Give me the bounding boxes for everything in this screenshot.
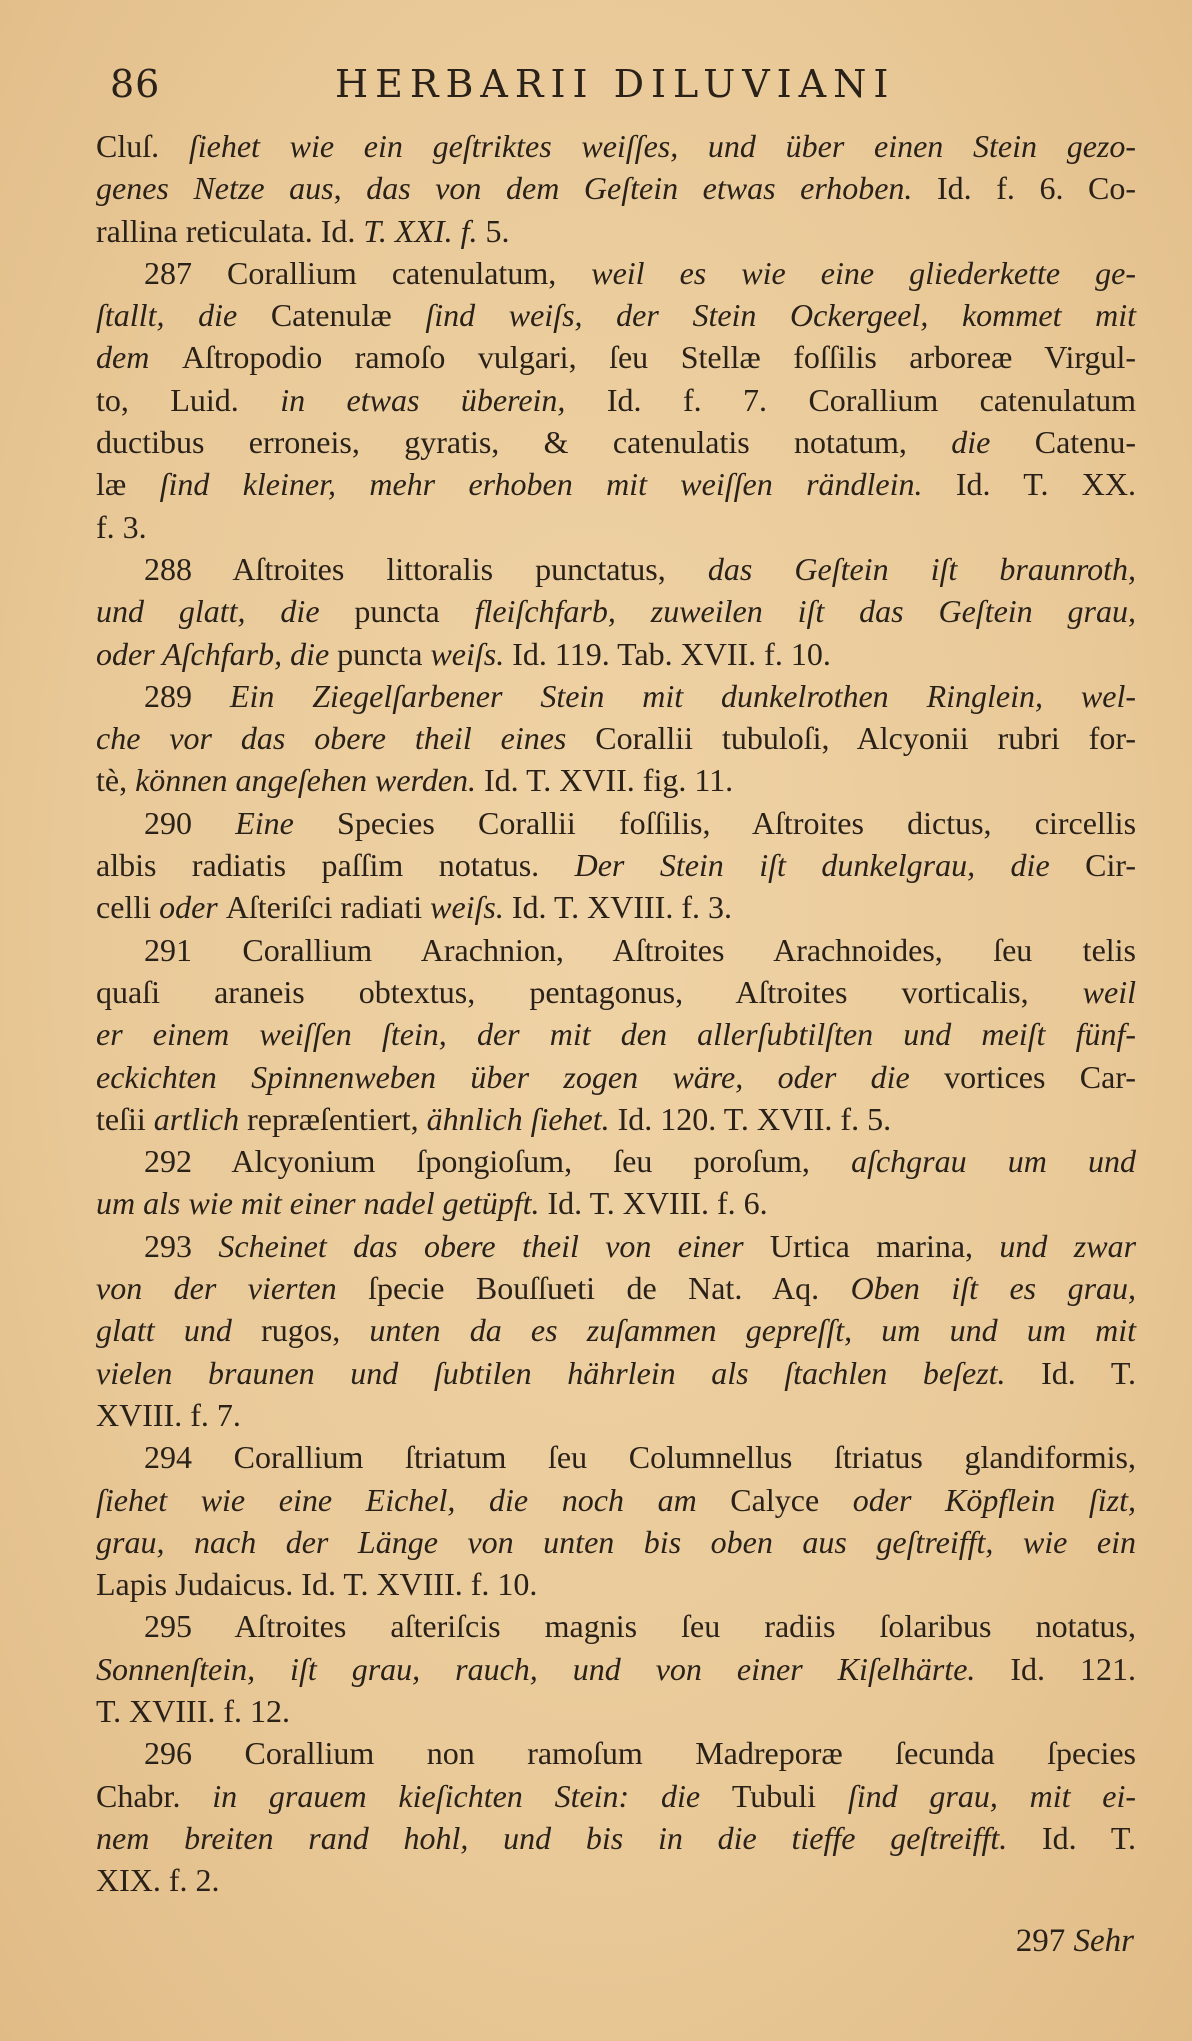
roman-text-segment: celli [96,889,160,926]
text-line [96,1690,1136,1732]
roman-text-segment: Species Corallii foſſilis, Aſtroites dictus, circellis [337,804,1137,841]
roman-text-segment: Catenu- [1034,424,1137,461]
text-line [96,590,1136,632]
roman-text-segment: 295 Aſtroites aſteriſcis magnis ſeu radiis ſolaribus notatus, [144,1608,1136,1645]
text-line [96,210,1136,252]
roman-text-segment: læ [96,466,160,503]
text-line [96,1775,1136,1817]
text-line [96,1352,1136,1394]
roman-text-segment: Id. T. XVII. fig. 11. [476,762,734,799]
text-line [96,125,1136,167]
italic-text-segment: oder Aſchfarb, die [96,635,338,672]
page-number: 86 [110,62,161,106]
roman-text-segment: teſii [96,1100,154,1137]
text-line [96,1140,1136,1182]
italic-text-segment: ſiehet wie ein geſtriktes weiſſes, und über einen Stein gezo- [188,128,1137,164]
roman-text-segment: Aſteriſci radiati [225,889,431,926]
roman-text-segment: 5. [477,212,510,249]
text-line [96,1225,1136,1267]
italic-text-segment: von der vierten [96,1270,369,1307]
roman-text-segment: Id. f. 7. Corallium catenulatum [565,381,1137,418]
text-line [96,336,1136,378]
italic-text-segment: ſind weiſs, der Stein Ockergeel, kommet mit [425,297,1137,334]
roman-text-segment: Lapis Judaicus. Id. T. XVIII. f. 10. [96,1566,538,1603]
running-head: HERBARII DILUVIANI [335,62,896,106]
body-text [96,125,1136,1901]
roman-text-segment: 287 Corallium catenulatum, [144,254,592,291]
roman-text-segment: Id. f. 6. Co- [912,170,1137,207]
italic-text-segment: Netze aus [193,170,334,207]
italic-text-segment: Eine [235,804,338,841]
text-line [96,1309,1136,1351]
roman-text-segment: quaſi araneis obtextus, pentagonus, Aſtroites vorticalis, [96,973,1083,1010]
italic-text-segment: das Geſtein iſt braunroth, [707,550,1137,587]
roman-text-segment: tè, [96,762,136,799]
roman-text-segment: , [333,170,367,207]
text-line [96,548,1136,590]
italic-text-segment: che vor das obere theil eines [96,720,596,757]
catchword [1016,1923,1134,1960]
roman-text-segment: Id. T. [1005,1354,1137,1391]
italic-text-segment: aſchgrau um und [851,1143,1137,1180]
italic-text-segment: genes [96,170,194,207]
text-line [96,294,1136,336]
italic-text-segment: weiſs. [430,635,505,672]
italic-text-segment: Ein Ziegelſarbener Stein mit dunkelrothen Ringlein, wel- [229,677,1137,714]
roman-text-segment: Calyce [730,1481,853,1518]
roman-text-segment: 291 Corallium Arachnion, Aſtroites Arachnoides, ſeu telis [144,931,1136,968]
italic-text-segment: die [951,424,1035,461]
italic-text-segment: in etwas überein, [280,381,566,418]
text-line [96,1479,1136,1521]
italic-text-segment: das von dem Geſtein etwas erhoben. [366,170,913,207]
text-line [96,1267,1136,1309]
roman-text-segment: f. 3. [96,508,147,545]
roman-text-segment: 290 [144,804,236,841]
roman-text-segment: 289 [144,677,230,714]
italic-text-segment: nem breiten rand hohl, und bis in die tieffe geſtreifft. [96,1819,1008,1856]
text-line [96,971,1136,1013]
italic-text-segment: weiſs. [430,889,504,926]
roman-text-segment: Id. T. XVIII. f. 3. [503,889,732,926]
roman-text-segment: Id. T. [1007,1819,1137,1856]
roman-text-segment: Id. 121. [975,1650,1137,1687]
roman-text-segment: ductibus erroneis, gyratis, & catenulatis notatum, [96,424,952,461]
catchword-word: Sehr [1073,1923,1134,1959]
text-line [96,421,1136,463]
roman-text-segment: to, Luid. [96,381,281,418]
italic-text-segment: fleiſchfarb, zuweilen iſt das Geſtein grau, [474,593,1136,630]
roman-text-segment: Id. T. XX. [922,466,1137,503]
italic-text-segment: T. XXI. f. [363,212,478,249]
italic-text-segment: dem [96,339,182,376]
italic-text-segment: er einem weiſſen ſtein, der mit den allerſubtilſten und meiſt fünf- [96,1016,1136,1053]
italic-text-segment: und zwar [999,1227,1137,1264]
text-line [96,1817,1136,1859]
text-line [96,1182,1136,1224]
roman-text-segment: Corallii tubuloſi, Alcyonii rubri for- [595,720,1137,757]
italic-text-segment: unten da es zuſammen gepreſſt, um und um mit [369,1312,1137,1349]
italic-text-segment: artlich [153,1100,248,1137]
text-line [96,844,1136,886]
text-line [96,1563,1136,1605]
text-line [96,675,1136,717]
roman-text-segment: T. XVIII. f. 12. [96,1692,291,1729]
italic-text-segment: weil [1082,973,1136,1010]
text-line [96,1436,1136,1478]
text-line [96,886,1136,928]
roman-text-segment: Chabr. [96,1777,213,1814]
italic-text-segment: eckichten Spinnenweben über zogen wäre, oder die [96,1058,945,1095]
italic-text-segment: können angeſehen werden. [135,762,477,799]
italic-text-segment: grau, nach der Länge von unten bis oben aus geſtreifft, wie ein [96,1523,1136,1560]
italic-text-segment: ähnlich ſiehet. [426,1100,610,1137]
roman-text-segment: Cluſ. [96,128,189,164]
roman-text-segment: vortices Car- [944,1058,1137,1095]
italic-text-segment: weil es wie eine gliederkette ge- [591,254,1136,291]
text-line [96,929,1136,971]
text-line [96,1013,1136,1055]
italic-text-segment: Der Stein iſt dunkelgrau, die [574,847,1086,884]
text-line [96,633,1136,675]
italic-text-segment: um als wie mit einer nadel getüpft. [96,1185,540,1222]
roman-text-segment: Aſtropodio ramoſo vulgari, ſeu Stellæ foſſilis arboreæ Virgul- [181,339,1137,376]
roman-text-segment: Urtica marina, [769,1227,1000,1264]
text-line [96,379,1136,421]
roman-text-segment: puncta [354,593,475,630]
italic-text-segment: glatt und [96,1312,262,1349]
roman-text-segment: XVIII. f. 7. [96,1396,241,1433]
text-line [96,759,1136,801]
italic-text-segment: ſtallt, die [96,297,271,334]
roman-text-segment: Id. 120. T. XVII. f. 5. [609,1100,892,1137]
roman-text-segment: 288 Aſtroites littoralis punctatus, [144,550,708,587]
roman-text-segment: ſpecie Bouſſueti de Nat. Aq. [368,1270,851,1307]
text-line [96,1521,1136,1563]
italic-text-segment: Scheinet das obere theil von einer [218,1227,770,1264]
text-line [96,1605,1136,1647]
roman-text-segment: repræſentiert, [247,1100,427,1137]
italic-text-segment: und glatt, die [96,593,355,630]
roman-text-segment: 292 Alcyonium ſpongioſum, ſeu poroſum, [144,1143,852,1180]
roman-text-segment: Id. 119. Tab. XVII. f. 10. [504,635,831,672]
text-line [96,463,1136,505]
roman-text-segment: 293 [144,1227,219,1264]
text-line [96,1732,1136,1774]
roman-text-segment: puncta [337,635,431,672]
italic-text-segment: Sonnenſtein, iſt grau, rauch, und von einer Kiſelhärte. [96,1650,976,1687]
italic-text-segment: ſind kleiner, mehr erhoben mit weiſſen rändlein. [159,466,923,503]
text-line [96,506,1136,548]
text-line [96,167,1136,209]
italic-text-segment: ſind grau, mit ei- [847,1777,1137,1814]
roman-text-segment: rallina reticulata. Id. [96,212,364,249]
italic-text-segment: Oben iſt es grau, [850,1270,1137,1307]
catchword-number: 297 [1015,1923,1074,1959]
roman-text-segment: albis radiatis paſſim notatus. [96,847,575,884]
text-line [96,1648,1136,1690]
roman-text-segment: rugos, [261,1312,370,1349]
text-line [96,802,1136,844]
text-line [96,1859,1136,1901]
text-line [96,252,1136,294]
text-line [96,717,1136,759]
roman-text-segment: 294 Corallium ſtriatum ſeu Columnellus ſtriatus glandiformis, [144,1439,1136,1476]
text-line [96,1056,1136,1098]
roman-text-segment: Catenulæ [270,297,426,334]
italic-text-segment: in grauem kieſichten Stein: die [212,1777,732,1814]
page-header [110,62,1110,112]
roman-text-segment: Cir- [1085,847,1137,884]
text-line [96,1098,1136,1140]
text-line [96,1394,1136,1436]
italic-text-segment: oder Köpflein ſizt, [852,1481,1137,1518]
italic-text-segment: vielen braunen und ſubtilen hährlein als ſtachlen beſezt. [96,1354,1006,1391]
roman-text-segment: Id. T. XVIII. f. 6. [539,1185,768,1222]
italic-text-segment: oder [159,889,226,926]
roman-text-segment: XIX. f. 2. [96,1862,220,1899]
roman-text-segment: 296 Corallium non ramoſum Madreporæ ſecunda ſpecies [144,1735,1136,1772]
italic-text-segment: ſiehet wie eine Eichel, die noch am [96,1481,731,1518]
roman-text-segment: Tubuli [731,1777,848,1814]
